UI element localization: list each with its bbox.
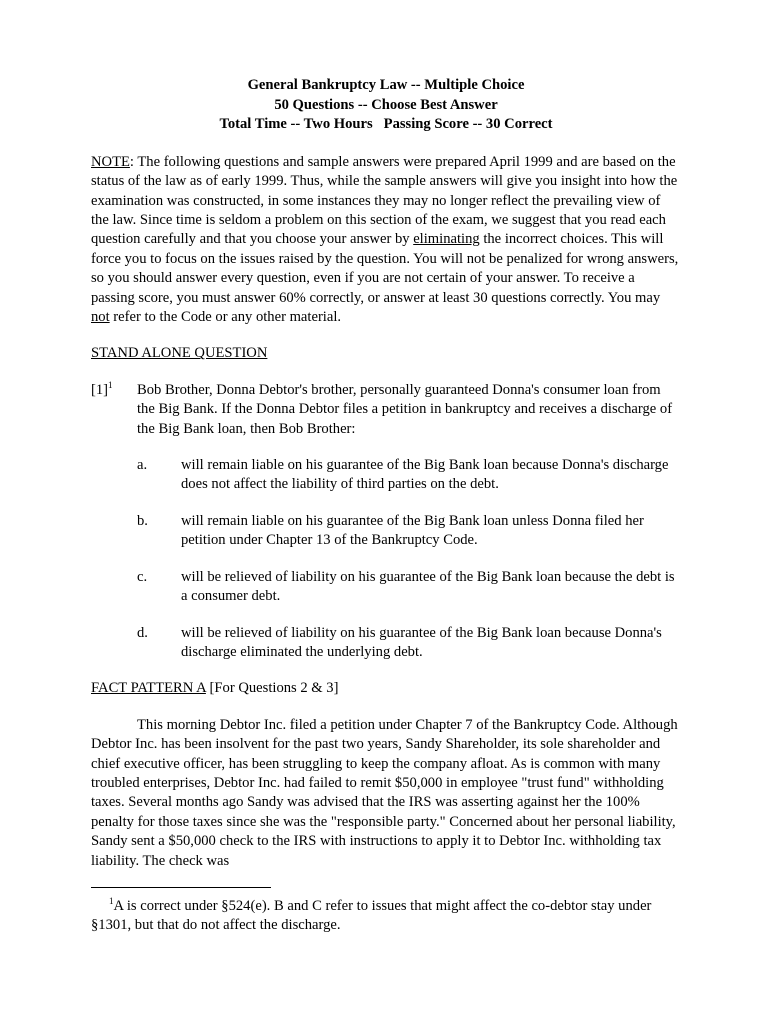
choice-text: will remain liable on his guarantee of the Big Bank loan because Donna's discharge does not affect the liability of third parties on the debt. bbox=[181, 457, 669, 493]
fact-pattern-title: FACT PATTERN A bbox=[91, 680, 206, 697]
choice-letter: c. bbox=[137, 568, 148, 585]
note-emphasis-not: not bbox=[91, 309, 110, 326]
title-line-1: General Bankruptcy Law -- Multiple Choice bbox=[247, 77, 525, 93]
note-text-2: the incorrect choices. This will force you to focus on the issues raised by the question. You will not be penalized for wrong answers, so you should answer every question, even if you are not certain of your answer. To receive a passing score, you must answer 60% correctly, or answer at least 30 questions correctly. You may bbox=[91, 231, 679, 306]
title-line-2: 50 Questions -- Choose Best Answer bbox=[274, 96, 498, 113]
choice-letter: d. bbox=[137, 624, 148, 641]
footnote-text: A is correct under §524(e). B and C refer to issues that might affect the co-debtor stay under §1301, but that do not affect the discharge. bbox=[91, 898, 652, 934]
question-number bbox=[91, 381, 113, 400]
question-number-text: [1] bbox=[91, 381, 109, 398]
footnote-body bbox=[91, 897, 691, 936]
footnote-mark: 1 bbox=[109, 896, 114, 907]
footnote-divider bbox=[91, 887, 271, 888]
fact-pattern-subtitle: [For Questions 2 & 3] bbox=[205, 680, 339, 697]
answer-choice-a bbox=[91, 456, 681, 495]
page-content bbox=[91, 76, 681, 871]
answer-choice-d bbox=[91, 624, 681, 663]
note-text-3: refer to the Code or any other material. bbox=[109, 309, 342, 326]
question-1 bbox=[91, 381, 681, 439]
note-text-1: : The following questions and sample answers were prepared April 1999 and are based on the status of the law as of early 1999. Thus, while the sample answers will give you insight into how the examination was constructed, in some instances they may no longer reflect the prevailing view of the law. Since time is seldom a problem on this section of the exam, we suggest that you read each question carefully and that you choose your answer by bbox=[91, 153, 678, 248]
footnote-reference: 1 bbox=[108, 379, 113, 390]
answer-choice-b bbox=[91, 512, 681, 551]
document-title bbox=[91, 76, 681, 135]
question-text: Bob Brother, Donna Debtor's brother, personally guaranteed Donna's consumer loan from the Big Bank. If the Donna Debtor files a petition in bankruptcy and receives a discharge of the Big Bank loan, then Bob Brother: bbox=[137, 381, 673, 437]
note-paragraph bbox=[91, 153, 681, 328]
stand-alone-heading: STAND ALONE QUESTION bbox=[91, 345, 268, 362]
title-line-3: Total Time -- Two Hours Passing Score -- 30 Correct bbox=[219, 116, 553, 133]
note-emphasis-eliminating: eliminating bbox=[413, 231, 480, 248]
note-label: NOTE bbox=[91, 153, 130, 170]
answer-choice-c bbox=[91, 568, 681, 607]
choice-letter: b. bbox=[137, 512, 148, 529]
choice-text: will be relieved of liability on his guarantee of the Big Bank loan because the debt is a consumer debt. bbox=[181, 568, 675, 605]
footnote bbox=[91, 897, 691, 936]
fact-pattern-text: This morning Debtor Inc. filed a petition under Chapter 7 of the Bankruptcy Code. Although Debtor Inc. has been insolvent for the past two years, Sandy Shareholder, its sole shareholder and chief executive officer, has been struggling to keep the company afloat. As is common with many troubled enterprises, Debtor Inc. had failed to remit $50,000 in employee "trust fund" withholding taxes. Several months ago Sandy was advised that the IRS was asserting against her the 100% penalty for those taxes since she was the "responsible party." Concerned about her personal liability, Sandy sent a $50,000 check to the IRS with instructions to apply it to Debtor Inc. withholding tax liability. The check was bbox=[91, 716, 678, 869]
choice-text: will remain liable on his guarantee of the Big Bank loan unless Donna filed her petition under Chapter 13 of the Bankruptcy Code. bbox=[181, 512, 644, 549]
choice-letter: a. bbox=[137, 457, 148, 474]
fact-pattern-heading bbox=[91, 679, 681, 698]
choice-text: will be relieved of liability on his guarantee of the Big Bank loan because Donna's discharge eliminated the underlying debt. bbox=[181, 624, 662, 660]
